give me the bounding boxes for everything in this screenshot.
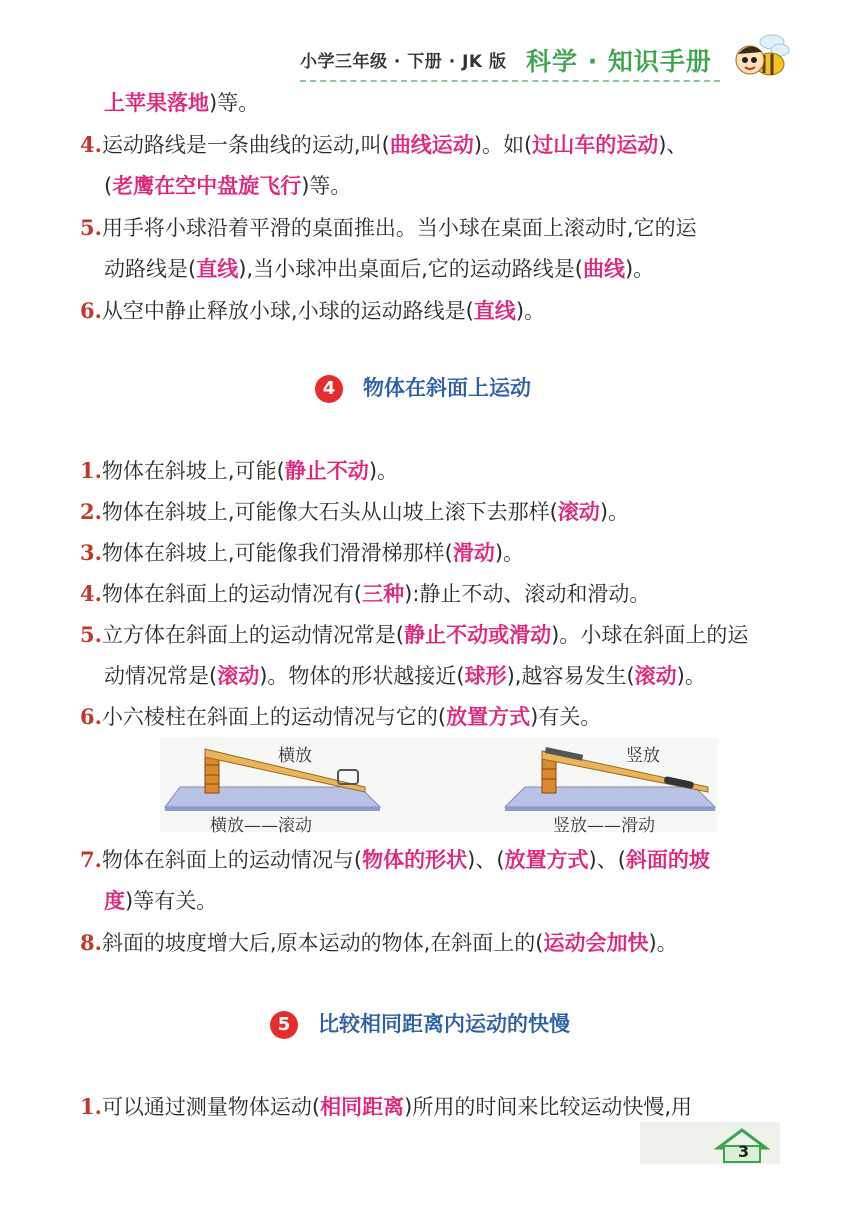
- question-text: )。: [515, 299, 546, 323]
- answer-text: 滚动: [217, 664, 260, 688]
- header-divider: [300, 80, 720, 82]
- answer-text: 斜面的坡: [625, 848, 710, 872]
- question-text: 物体在斜坡上,可能像我们滑滑梯那样(: [101, 541, 453, 565]
- answer-text: 度: [104, 889, 125, 913]
- question-text: (: [104, 174, 113, 198]
- question-text: )。: [368, 459, 399, 483]
- item-number: 1.: [80, 1094, 102, 1119]
- item-number: 4.: [80, 132, 102, 157]
- item-number: 2.: [80, 499, 102, 524]
- section-number-badge: 5: [270, 1011, 298, 1039]
- page-number: 3: [738, 1142, 750, 1161]
- question-text: 斜面的坡度增大后,原本运动的物体,在斜面上的(: [101, 931, 544, 955]
- book-grade: 小学三年级 · 下册 · JK 版: [300, 52, 507, 72]
- item-number: 7.: [80, 847, 102, 872]
- vertical-caption: 竖放——滑动: [553, 816, 655, 836]
- text-line: [80, 620, 748, 650]
- text-line: [80, 456, 398, 486]
- answer-text: 直线: [196, 257, 239, 281]
- text-line: [80, 928, 678, 958]
- question-text: )等。: [209, 91, 260, 115]
- question-text: 物体在斜面上的运动情况与(: [101, 848, 363, 872]
- question-text: 运动路线是一条曲线的运动,叫(: [101, 133, 390, 157]
- vertical-label: 竖放: [626, 746, 660, 766]
- answer-text: 曲线: [582, 257, 625, 281]
- bee-mascot-icon: [730, 32, 790, 87]
- item-number: 1.: [80, 458, 102, 483]
- item-number: 4.: [80, 581, 102, 606]
- answer-text: 滚动: [634, 664, 677, 688]
- text-line: [80, 130, 687, 160]
- question-text: )。: [648, 931, 678, 955]
- text-line: [80, 497, 629, 527]
- text-line: [80, 845, 710, 875]
- answer-text: 曲线运动: [389, 133, 474, 157]
- text-line: [104, 661, 706, 691]
- answer-text: 物体的形状: [362, 848, 468, 872]
- question-text: 小六棱柱在斜面上的运动情况与它的(: [101, 705, 447, 729]
- question-text: 物体在斜坡上,可能(: [101, 459, 285, 483]
- question-text: )等有关。: [125, 889, 218, 913]
- answer-text: 球形: [464, 664, 507, 688]
- book-title: 科学 · 知识手册: [526, 47, 712, 76]
- question-text: )等。: [301, 174, 352, 198]
- answer-text: 上苹果落地: [104, 91, 209, 115]
- house-icon: [640, 1122, 780, 1164]
- answer-text: 滑动: [452, 541, 495, 565]
- question-text: )。物体的形状越接近(: [259, 664, 465, 688]
- question-text: ):静止不动、滚动和滑动。: [404, 582, 651, 606]
- text-line: [104, 886, 217, 916]
- question-text: )有关。: [530, 705, 602, 729]
- question-text: )。: [676, 664, 706, 688]
- question-text: 立方体在斜面上的运动情况常是(: [101, 623, 405, 647]
- section-heading-4: [315, 372, 531, 403]
- page-number-box: [640, 1122, 780, 1164]
- item-number: 8.: [80, 930, 102, 955]
- horizontal-label: 横放: [278, 746, 312, 766]
- question-text: ),当小球冲出桌面后,它的运动路线是(: [238, 257, 583, 281]
- answer-text: 放置方式: [504, 848, 589, 872]
- question-text: )。: [624, 257, 655, 281]
- text-line: [80, 1092, 692, 1122]
- text-line: [104, 254, 654, 284]
- answer-text: 运动会加快: [543, 931, 649, 955]
- item-number: 3.: [80, 540, 102, 565]
- question-text: )、: [658, 133, 688, 157]
- answer-text: 放置方式: [446, 705, 531, 729]
- section-heading-5: [270, 1008, 570, 1039]
- question-text: 物体在斜面上的运动情况有(: [101, 582, 363, 606]
- answer-text: 静止不动: [284, 459, 369, 483]
- horizontal-caption: 横放——滚动: [210, 816, 312, 836]
- answer-text: 三种: [362, 582, 405, 606]
- page-header: [0, 0, 860, 100]
- hexagonal-prism-figure: [160, 737, 718, 836]
- text-line: [80, 538, 524, 568]
- question-text: )。如(: [473, 133, 533, 157]
- item-number: 6.: [80, 298, 102, 323]
- question-text: 动路线是(: [104, 257, 197, 281]
- question-text: 可以通过测量物体运动(: [101, 1095, 321, 1119]
- text-line: [80, 579, 650, 609]
- question-text: )、(: [467, 848, 505, 872]
- text-line: [104, 88, 259, 118]
- section-number-badge: 4: [315, 375, 343, 403]
- question-text: 动情况常是(: [104, 664, 218, 688]
- question-text: 从空中静止释放小球,小球的运动路线是(: [101, 299, 474, 323]
- item-number: 5.: [80, 215, 102, 240]
- question-text: 用手将小球沿着平滑的桌面推出。当小球在桌面上滚动时,它的运: [101, 216, 697, 240]
- answer-text: 相同距离: [320, 1095, 405, 1119]
- answer-text: 老鹰在空中盘旋飞行: [112, 174, 302, 198]
- answer-text: 直线: [473, 299, 516, 323]
- item-number: 6.: [80, 704, 102, 729]
- question-text: 物体在斜坡上,可能像大石头从山坡上滚下去那样(: [101, 500, 558, 524]
- question-text: )。: [494, 541, 525, 565]
- text-line: [104, 171, 351, 201]
- section-title: 物体在斜面上运动: [363, 376, 531, 400]
- item-number: 5.: [80, 622, 102, 647]
- question-text: )所用的时间来比较运动快慢,用: [404, 1095, 693, 1119]
- question-text: )。: [599, 500, 630, 524]
- answer-text: 静止不动或滑动: [404, 623, 552, 647]
- question-text: )。小球在斜面上的运: [551, 623, 749, 647]
- text-line: [80, 296, 545, 326]
- section-title: 比较相同距离内运动的快慢: [318, 1012, 570, 1036]
- answer-text: 滚动: [557, 500, 600, 524]
- question-text: )、(: [588, 848, 626, 872]
- question-text: ),越容易发生(: [506, 664, 635, 688]
- text-line: [80, 213, 697, 243]
- answer-text: 过山车的运动: [532, 133, 659, 157]
- text-line: [80, 702, 601, 732]
